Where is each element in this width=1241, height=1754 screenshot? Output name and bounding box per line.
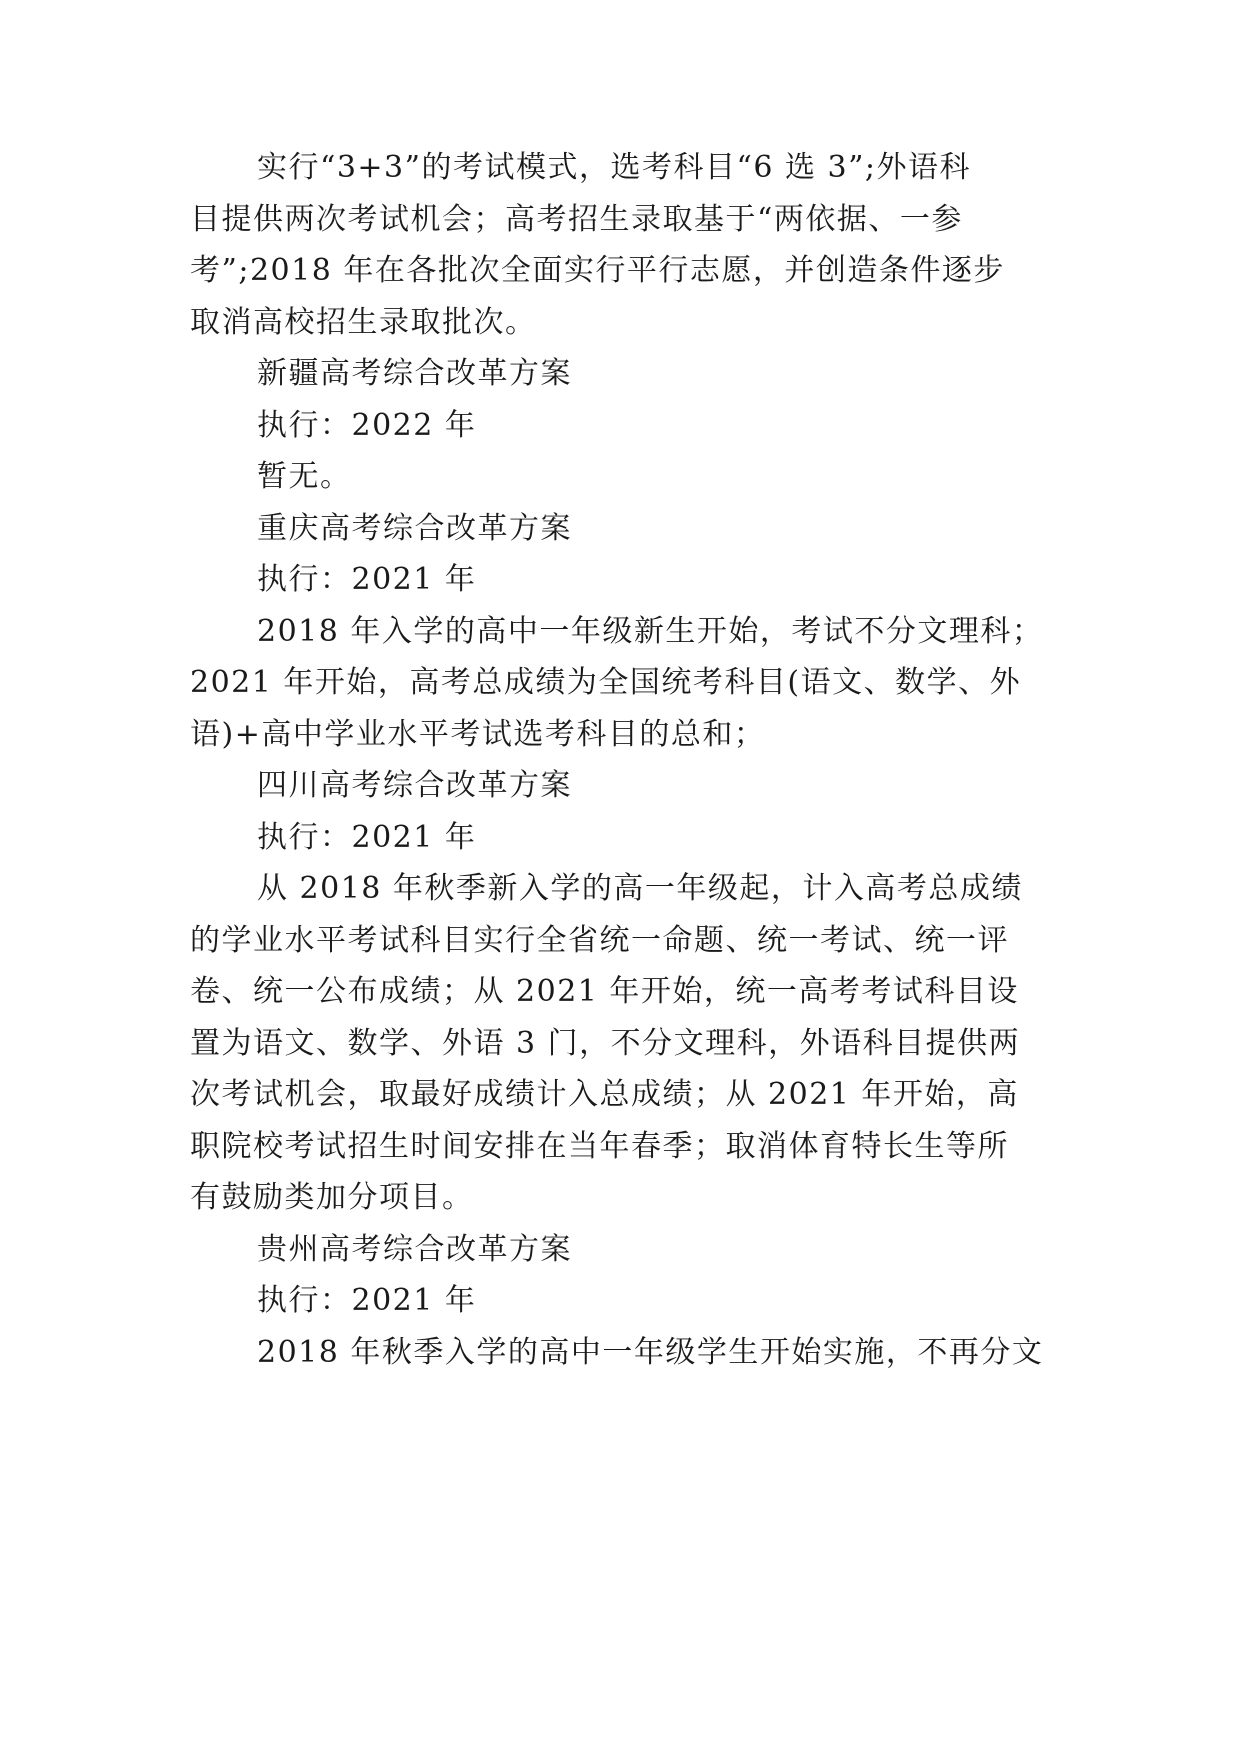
- text-line: 卷、统一公布成绩；从 2021 年开始，统一高考考试科目设: [190, 974, 1019, 1009]
- text-line: 新疆高考综合改革方案: [257, 356, 572, 391]
- text-line: 暂无。: [257, 459, 352, 494]
- text-line: 取消高校招生录取批次。: [190, 305, 537, 340]
- text-line: 四川高考综合改革方案: [257, 768, 572, 803]
- text-line: 执行：2021 年: [257, 562, 477, 597]
- text-line: 执行：2021 年: [257, 1283, 477, 1318]
- text-line: 职院校考试招生时间安排在当年春季；取消体育特长生等所: [190, 1129, 1009, 1164]
- text-line: 从 2018 年秋季新入学的高一年级起，计入高考总成绩: [257, 871, 1023, 906]
- text-line: 的学业水平考试科目实行全省统一命题、统一考试、统一评: [190, 923, 1009, 958]
- text-line: 次考试机会，取最好成绩计入总成绩；从 2021 年开始，高: [190, 1077, 1019, 1112]
- text-line: 考”;2018 年在各批次全面实行平行志愿，并创造条件逐步: [190, 253, 1005, 288]
- text-line: 实行“3+3”的考试模式，选考科目“6 选 3”;外语科: [257, 150, 972, 185]
- text-line: 2018 年入学的高中一年级新生开始，考试不分文理科；: [257, 614, 1044, 649]
- text-line: 贵州高考综合改革方案: [257, 1232, 572, 1267]
- text-line: 执行：2022 年: [257, 408, 477, 443]
- text-line: 2021 年开始，高考总成绩为全国统考科目(语文、数学、外: [190, 665, 1022, 700]
- text-line: 重庆高考综合改革方案: [257, 511, 572, 546]
- text-line: 置为语文、数学、外语 3 门，不分文理科，外语科目提供两: [190, 1026, 1021, 1061]
- text-line: 执行：2021 年: [257, 820, 477, 855]
- text-line: 2018 年秋季入学的高中一年级学生开始实施，不再分文: [257, 1335, 1044, 1370]
- text-line: 有鼓励类加分项目。: [190, 1180, 474, 1215]
- text-line: 目提供两次考试机会；高考招生录取基于“两依据、一参: [190, 202, 963, 237]
- text-line: 语)+高中学业水平考试选考科目的总和；: [190, 717, 766, 752]
